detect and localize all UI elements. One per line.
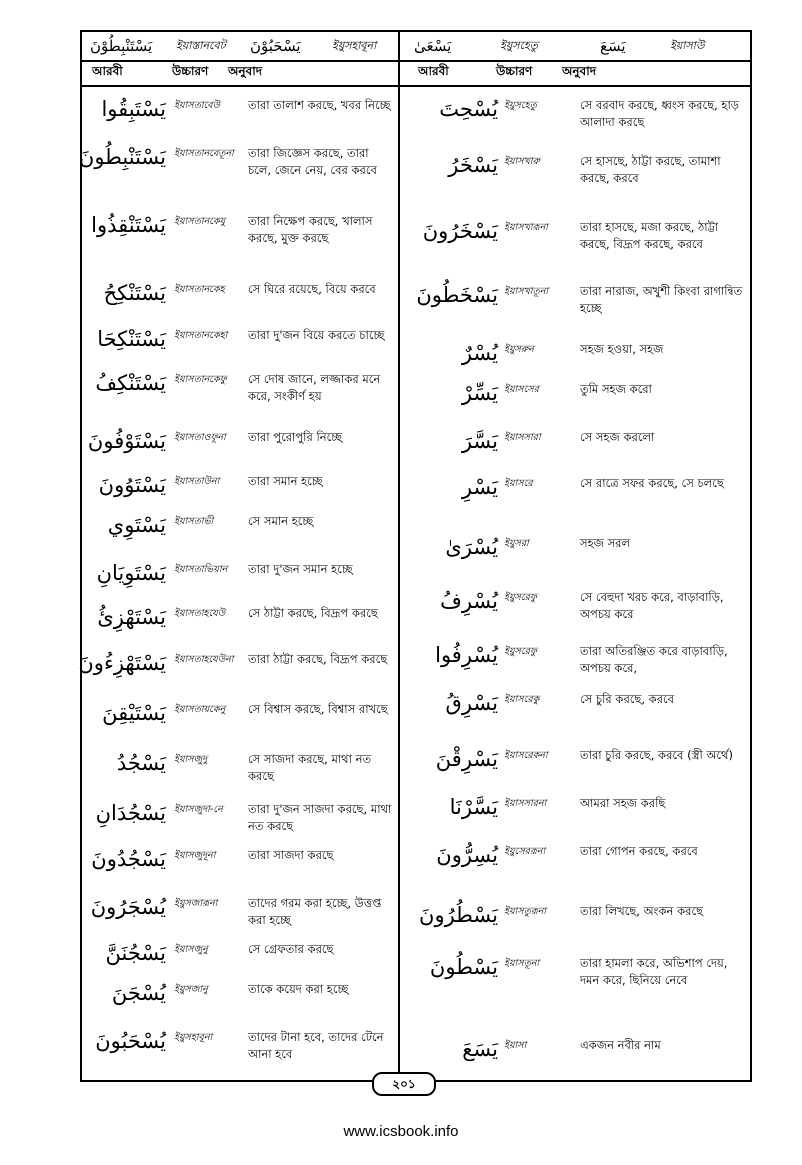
arabic-word: يُسْحِتَ	[439, 97, 498, 121]
pronunciation: ইয়াসতাভিয়ান	[174, 564, 228, 575]
pronunciation: ইয়াসতুরূনা	[504, 906, 547, 917]
col-head-meaning-right: অনুবাদ	[562, 64, 597, 78]
meaning: তারা দু'জন সমান হচ্ছে	[248, 562, 353, 576]
arabic-word: يُسْجَرُونَ	[90, 895, 166, 919]
arabic-word: يَسْخَرُ	[448, 153, 498, 177]
meaning: তারা ঠাট্টা করছে, বিদ্রূপ করছে	[248, 652, 388, 666]
meaning: তারা সাজদা করছে	[248, 848, 334, 862]
meaning: তারা জিজ্ঞেস করছে, তারা চলে, জেনে নেয়, বের করবে	[248, 146, 377, 177]
pronunciation: ইয়াসতায়কেনু	[174, 704, 226, 715]
pronunciation: ইয়ুসজানু	[174, 984, 208, 995]
meaning: তুমি সহজ করো	[580, 382, 652, 396]
meaning: তাদের গরম করা হচ্ছে, উত্তপ্ত করা হচ্ছে	[248, 896, 382, 927]
meaning: সে চুরি করছে, করবে	[580, 692, 675, 706]
arabic-word: يَسَعَ	[462, 1037, 498, 1061]
arabic-word: يَسْطُرُونَ	[419, 903, 498, 927]
meaning: তারা নারাজ, অখুশী কিংবা রাগান্বিত হচ্ছে	[580, 284, 743, 315]
pronunciation: ইয়ুসরা	[504, 538, 529, 549]
header-arabic-left-1: يَسْتَنْبِطُوْنَ	[90, 37, 153, 55]
pronunciation: ইয়াসখারূনা	[504, 222, 548, 233]
pronunciation: ইয়াসরেকনা	[504, 750, 548, 761]
arabic-word: يَسْتَنْكِحُ	[103, 281, 166, 305]
pronunciation: ইয়াসতাভী	[174, 516, 214, 527]
meaning: সে রাত্রে সফর করছে, সে চলছে	[580, 476, 724, 490]
arabic-word: يَسَّرَ	[461, 429, 498, 453]
arabic-word: يَسْتَنْكِفُ	[95, 371, 166, 395]
pronunciation: ইয়াসতাবেউ	[174, 100, 220, 111]
arabic-word: يَسْتَهْزِئُ	[97, 605, 166, 629]
column-divider	[398, 30, 400, 1082]
meaning: সহজ সরল	[580, 536, 631, 550]
meaning: তাদের টানা হবে, তাদের টেনে আনা হবে	[248, 1030, 384, 1061]
pronunciation: ইয়াসতানকেফু	[174, 374, 227, 385]
pronunciation: ইয়ুসহাবূনা	[174, 1032, 213, 1043]
arabic-word: يَسْتَوِيَانِ	[96, 561, 166, 585]
arabic-word: يَسْتَنْقِذُوا	[91, 213, 166, 237]
meaning: সে সহজ করলো	[580, 430, 655, 444]
arabic-word: يُسْجَنَ	[111, 981, 166, 1005]
arabic-word: يَسَّرْنَا	[449, 795, 498, 819]
meaning: তারা অতিরঞ্জিত করে বাড়াবাড়ি, অপচয় করে,	[580, 644, 728, 675]
col-head-arabic-left: আরবী	[92, 64, 123, 78]
header-arabic-right-1: يَسْعَىٰ	[414, 37, 452, 55]
arabic-word: يَسْجُدَانِ	[95, 801, 166, 825]
col-head-arabic-right: আরবী	[418, 64, 449, 78]
pronunciation: ইয়ুসরেফু	[504, 592, 537, 603]
header-pron-right-1: ইয়ুসহেতু	[500, 38, 538, 52]
arabic-word: يَسْتَوْفُونَ	[87, 429, 166, 453]
meaning: সে দোষ জানে, লজ্জাকর মনে করে, সংকীর্ণ হয়	[248, 372, 381, 403]
footer-url: www.icsbook.info	[343, 1123, 459, 1140]
pronunciation: ইয়াসতাওফূনা	[174, 432, 226, 443]
meaning: তারা লিখছে, অংকন করছে	[580, 904, 704, 918]
meaning: সে হাসছে, ঠাট্টা করছে, তামাশা করছে, করবে	[580, 154, 721, 185]
pronunciation: ইয়ুসেররূনা	[504, 846, 546, 857]
column-headers	[80, 63, 752, 85]
meaning: তারা পুরোপুরি নিচ্ছে	[248, 430, 343, 444]
pronunciation: ইয়াসতাউনা	[174, 476, 220, 487]
meaning: সে সমান হচ্ছে	[248, 514, 314, 528]
arabic-word: يَسْرِقُ	[445, 691, 498, 715]
meaning: সে বেহুদা খরচ করে, বাড়াবাড়ি, অপচয় করে	[580, 590, 724, 621]
meaning: সে বিশ্বাস করছে, বিশ্বাস রাখছে	[248, 702, 388, 716]
meaning: একজন নবীর নাম	[580, 1038, 661, 1052]
arabic-word: يُسِرُّونَ	[436, 843, 498, 867]
arabic-word: يَسْرِ	[461, 475, 498, 499]
meaning: তারা সমান হচ্ছে	[248, 474, 323, 488]
meaning: তারা নিক্ষেপ করছে, খালাস করছে, মুক্ত করছে	[248, 214, 373, 245]
arabic-word: يُسْرِفُوا	[435, 643, 498, 667]
pronunciation: ইয়ুসরুন	[504, 344, 534, 355]
meaning: সে সাজদা করছে, মাথা নত করছে	[248, 752, 372, 783]
arabic-word: يَسِّرْ	[461, 381, 498, 405]
header-arabic-right-2: يَسَعَ	[600, 37, 626, 55]
meaning: তারা দু'জন সাজদা করছে, মাথা নত করছে	[248, 802, 392, 833]
arabic-word: يَسْطُونَ	[429, 955, 498, 979]
col-head-pron-left: উচ্চারণ	[172, 64, 209, 78]
pronunciation: ইয়াসতানবেতূনা	[174, 148, 234, 159]
pronunciation: ইয়াসখাতূনা	[504, 286, 549, 297]
pronunciation: ইয়াসতাহযেউনা	[174, 654, 234, 665]
arabic-word: يُسْرٌ	[461, 341, 498, 365]
pronunciation: ইয়াসখারু	[504, 156, 540, 167]
arabic-word: يُسْرَىٰ	[445, 535, 498, 559]
pronunciation: ইয়াসসারনা	[504, 798, 547, 809]
arabic-word: يَسْتَهْزِءُونَ	[78, 651, 166, 675]
pronunciation: ইয়াসতাহযেউ	[174, 608, 226, 619]
pronunciation: ইয়াসরেকু	[504, 694, 540, 705]
pronunciation: ইয়াসজুদূনা	[174, 850, 216, 861]
arabic-word: يَسْتَيْقِنَ	[102, 701, 166, 725]
meaning: সহজ হওয়া, সহজ	[580, 342, 664, 356]
arabic-word: يَسْجُدُ	[116, 751, 166, 775]
page-number: ২০১	[372, 1072, 436, 1096]
arabic-word: يَسْتَوُونَ	[98, 473, 166, 497]
pronunciation: ইয়ুসজারূনা	[174, 898, 218, 909]
pronunciation: ইয়াসতানকেযু	[174, 216, 226, 227]
arabic-word: يَسْخَطُونَ	[416, 283, 498, 307]
header-pron-left-1: ইয়াস্তানবেট	[176, 38, 226, 52]
meaning: আমরা সহজ করছি	[580, 796, 666, 810]
meaning: তারা হাসছে, মজা করছে, ঠাট্টা করছে, বিদ্রূপ করছে, করবে	[580, 220, 719, 251]
arabic-word: يَسْخَرُونَ	[422, 219, 498, 243]
meaning: সে ঠাট্টা করছে, বিদ্রূপ করছে	[248, 606, 378, 620]
pronunciation: ইয়াসতানকেহা	[174, 330, 228, 341]
meaning: তারা গোপন করছে, করবে	[580, 844, 698, 858]
arabic-word: يُسْحَبُونَ	[95, 1029, 166, 1053]
meaning: তারা হামলা করে, অভিশাপ দেয়, দমন করে, ছিনিয়ে নেবে	[580, 956, 728, 987]
meaning: তারা দু'জন বিয়ে করতে চাচ্ছে	[248, 328, 385, 342]
header-pron-right-2: ইয়াসাউ	[670, 38, 705, 52]
arabic-word: يَسْجُنَنَّ	[105, 941, 166, 965]
pronunciation: ইয়াসসের	[504, 384, 539, 395]
meaning: সে গ্রেফতার করছে	[248, 942, 334, 956]
meaning: তারা চুরি করছে, করবে (স্ত্রী অর্থে)	[580, 748, 733, 762]
header-rule	[80, 60, 752, 62]
pronunciation: ইয়াসজুনু	[174, 944, 208, 955]
arabic-word: يَسْتَنْكِحَا	[97, 327, 166, 351]
arabic-word: يَسْرِقْنَ	[435, 747, 498, 771]
meaning: তারা তালাশ করছে, খবর নিচ্ছে	[248, 98, 391, 112]
meaning: সে বরবাদ করছে, ধ্বংস করছে, হাড় আলাদা করছে	[580, 98, 739, 129]
header-pron-left-2: ইয়ুসহাবূনা	[332, 38, 377, 52]
pronunciation: ইয়াসরে	[504, 478, 533, 489]
pronunciation: ইয়াসজুদু	[174, 754, 208, 765]
arabic-word: يَسْتَبِقُوا	[101, 97, 166, 121]
pronunciation: ইয়াসতানকেহ	[174, 284, 225, 295]
pronunciation: ইয়াসতূনা	[504, 958, 540, 969]
pronunciation: ইয়াসজুদা-নে	[174, 804, 223, 815]
meaning: তাকে কয়েদ করা হচ্ছে	[248, 982, 349, 996]
arabic-word: يَسْتَوِي	[107, 513, 166, 537]
col-head-pron-right: উচ্চারণ	[496, 64, 533, 78]
pronunciation: ইয়ুসরেফু	[504, 646, 537, 657]
running-header	[80, 32, 752, 60]
arabic-word: يَسْتَنْبِطُونَ	[78, 145, 166, 169]
header-arabic-left-2: يَسْحَبُوْنَ	[250, 37, 301, 55]
column-header-rule	[80, 85, 752, 87]
col-head-meaning-left: অনুবাদ	[228, 64, 263, 78]
meaning: সে ঘিরে রয়েছে, বিয়ে করবে	[248, 282, 376, 296]
pronunciation: ইয়াসা	[504, 1040, 527, 1051]
pronunciation: ইয়াসসারা	[504, 432, 541, 443]
arabic-word: يُسْرِفُ	[440, 589, 498, 613]
arabic-word: يَسْجُدُونَ	[91, 847, 166, 871]
pronunciation: ইয়ুসহেতু	[504, 100, 537, 111]
